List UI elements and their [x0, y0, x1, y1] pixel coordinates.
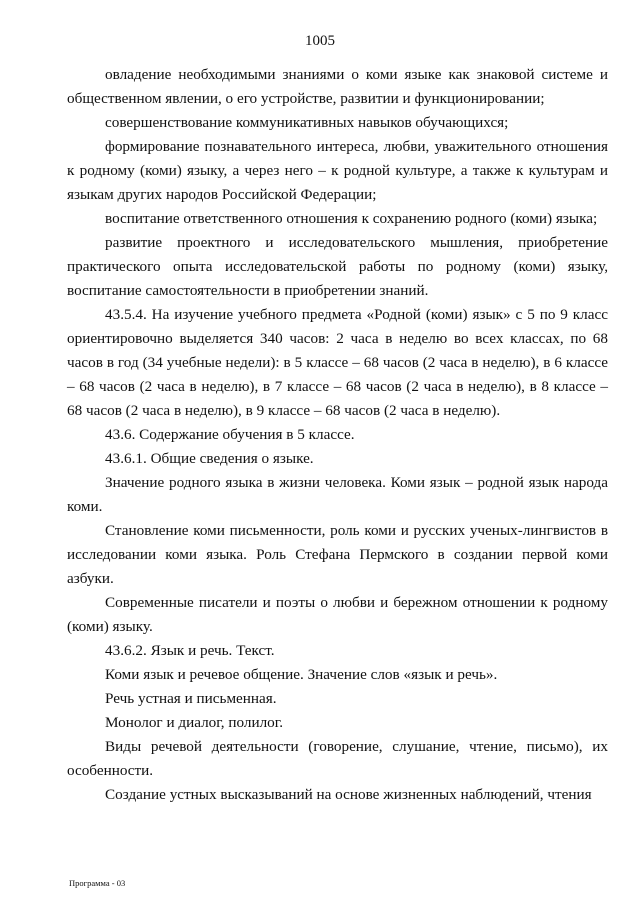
paragraph: формирование познавательного интереса, любви, уважительного отношения к родному (коми) языку, а через него – к родной культуре, а также к культурам и языкам других народов Российской Федерации; — [67, 138, 608, 203]
paragraph: Речь устная и письменная. — [105, 690, 277, 707]
paragraph: Создание устных высказываний на основе жизненных наблюдений, чтения — [105, 786, 592, 803]
paragraph: развитие проектного и исследовательского мышления, приобретение практического опыта исследовательской работы по родному (коми) языку, воспитание самостоятельности в приобретении знаний. — [67, 234, 608, 299]
footer-label: Программа - 03 — [69, 878, 126, 888]
subsection-heading: 43.6.1. Общие сведения о языке. — [105, 450, 314, 467]
section-heading: 43.6. Содержание обучения в 5 классе. — [105, 426, 355, 443]
page-number: 1005 — [305, 33, 335, 49]
paragraph: Коми язык и речевое общение. Значение слов «язык и речь». — [105, 666, 498, 683]
paragraph: овладение необходимыми знаниями о коми языке как знаковой системе и общественном явлении, о его устройстве, развитии и функционировании; — [67, 66, 608, 107]
paragraph: Значение родного языка в жизни человека. Коми язык – родной язык народа коми. — [67, 474, 608, 515]
paragraph: Становление коми письменности, роль коми и русских ученых-лингвистов в исследовании коми языка. Роль Стефана Пермского в создании первой коми азбуки. — [67, 522, 608, 587]
paragraph: воспитание ответственного отношения к сохранению родного (коми) языка; — [105, 210, 598, 227]
body-text — [67, 63, 608, 807]
paragraph: 43.5.4. На изучение учебного предмета «Родной (коми) язык» с 5 по 9 класс ориентировочно выделяется 340 часов: 2 часа в неделю во всех классах, по 68 часов в год (34 учебные недели): в 5 классе – 68 часов (2 часа в неделю), в 6 классе – 68 часов (2 часа в неделю), в 7 классе – 68 часов (2 часа в неделю), в 8 классе – 68 часов (2 часа в неделю), в 9 классе – 68 часов (2 часа в неделю). — [67, 306, 608, 419]
paragraph: Монолог и диалог, полилог. — [105, 714, 284, 731]
paragraph: Виды речевой деятельности (говорение, слушание, чтение, письмо), их особенности. — [67, 738, 608, 779]
paragraph: совершенствование коммуникативных навыков обучающихся; — [105, 114, 509, 131]
subsection-heading: 43.6.2. Язык и речь. Текст. — [105, 642, 275, 659]
paragraph: Современные писатели и поэты о любви и бережном отношении к родному (коми) языку. — [67, 594, 608, 635]
